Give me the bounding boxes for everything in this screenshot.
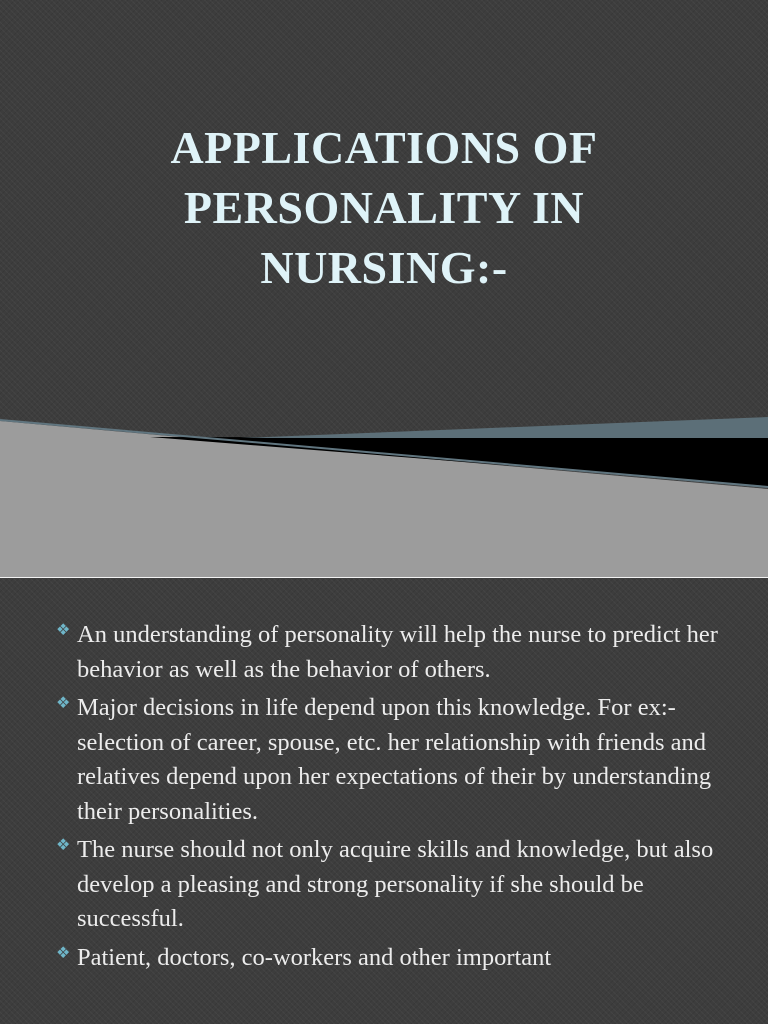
diamond-bullet-icon: ❖ (56, 620, 71, 639)
diamond-bullet-icon: ❖ (56, 942, 71, 962)
slide-title: APPLICATIONS OF PERSONALITY IN NURSING:- (170, 122, 598, 293)
diamond-bullet-icon: ❖ (56, 693, 71, 712)
bullet-item (0, 618, 768, 687)
wave-blue-band (240, 417, 768, 438)
bullet-text: Patient, doctors, co-workers and other important (77, 943, 552, 971)
bullet-list (0, 618, 768, 979)
bullet-item (0, 833, 768, 937)
bullet-text: The nurse should not only acquire skills and knowledge, but also develop a pleasing and strong personality if she should be successful. (77, 836, 714, 932)
content-slide (0, 578, 768, 1024)
decorative-wave-band (0, 405, 768, 577)
bullet-item (0, 691, 768, 829)
bullet-text: An understanding of personality will help the nurse to predict her behavior as well as the behavior of others. (77, 621, 718, 683)
diamond-bullet-icon: ❖ (56, 835, 71, 854)
bullet-item (0, 941, 768, 976)
bullet-text: Major decisions in life depend upon this knowledge. For ex:- selection of career, spouse, etc. her relationship with friends and relatives depend upon her expectations of their by understanding their personalities. (77, 694, 712, 825)
